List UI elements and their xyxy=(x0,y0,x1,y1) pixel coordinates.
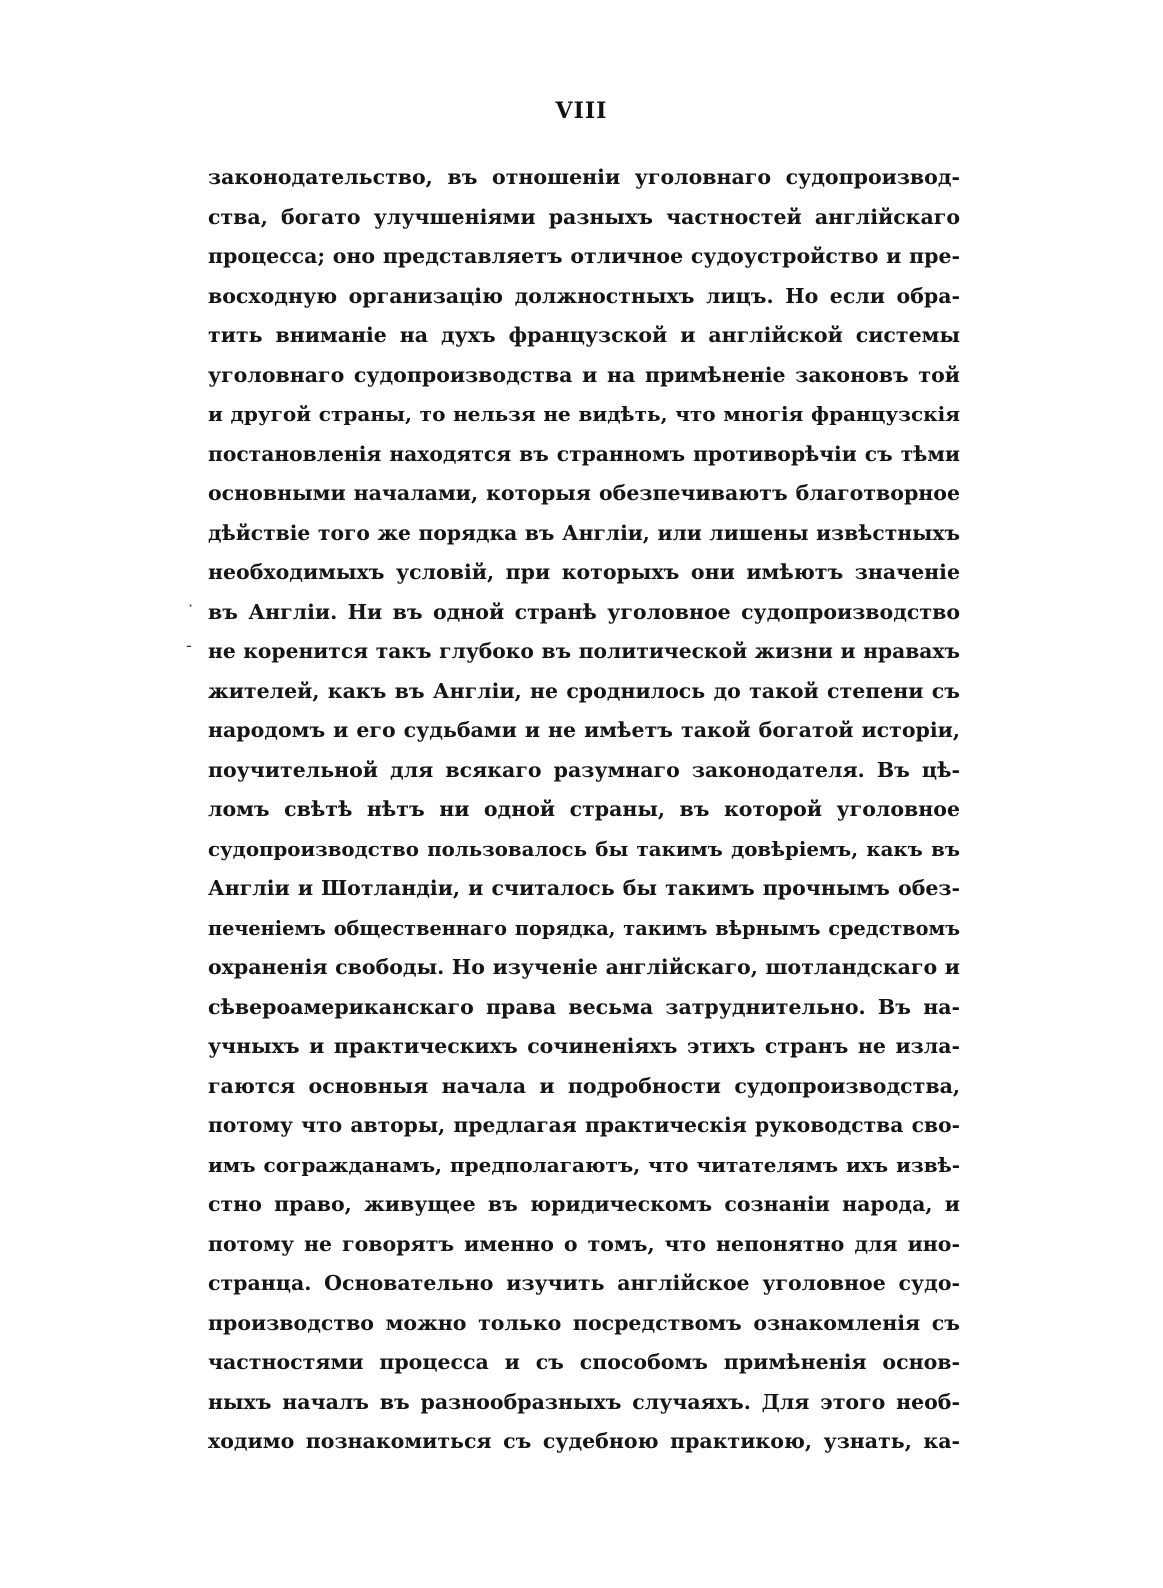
text-line: восходную организацiю должностныхъ лицъ. Но если обра- xyxy=(208,283,960,308)
text-line: стно право, живущее въ юридическомъ сознанiи народа, и xyxy=(208,1192,960,1216)
text-line: потому что авторы, предлагая практическiя руководства сво- xyxy=(208,1113,960,1137)
text-line: печенiемъ общественнаго порядка, такимъ вѣрнымъ средствомъ xyxy=(208,916,960,940)
text-line: поучительной для всякаго разумнаго законодателя. Въ цѣ- xyxy=(208,757,960,782)
text-line: не коренится такъ глубоко въ политической жизни и нравахъ xyxy=(208,639,960,663)
margin-mark-dash: - xyxy=(186,636,192,655)
text-line: ходимо познакомиться съ судебною практикою, узнать, ка- xyxy=(208,1429,960,1453)
text-line: охраненiя свободы. Но изученiе англiйскаго, шотландскаго и xyxy=(208,955,960,979)
text-line: производство можно только посредствомъ ознакомленiя съ xyxy=(208,1310,960,1335)
text-line: въ Англiи. Ни въ одной странѣ уголовное судопроизводство xyxy=(208,599,960,624)
text-line: дѣйствiе того же порядка въ Англiи, или лишены извѣстныхъ xyxy=(208,520,960,545)
body-text xyxy=(208,158,960,1462)
text-line: имъ согражданамъ, предполагаютъ, что читателямъ ихъ извѣ- xyxy=(208,1152,960,1177)
text-line: ныхъ началъ въ разнообразныхъ случаяхъ. Для этого необ- xyxy=(208,1389,960,1414)
page-number: VIII xyxy=(555,98,608,124)
text-line: странца. Основательно изучить англiйское уголовное судо- xyxy=(208,1271,960,1295)
text-line: необходимыхъ условiй, при которыхъ они имѣютъ значенiе xyxy=(208,560,960,584)
text-line: уголовнаго судопроизводства и на примѣненiе законовъ той xyxy=(208,362,960,387)
text-line: основными началами, которыя обезпечиваютъ благотворное xyxy=(208,481,960,505)
text-line: законодательство, въ отношенiи уголовнаго судопроизвод- xyxy=(208,165,960,189)
text-line: гаются основныя начала и подробности судопроизводства, xyxy=(208,1073,960,1098)
text-line: потому не говорятъ именно о томъ, что непонятно для ино- xyxy=(208,1231,960,1256)
text-line: ломъ свѣтѣ нѣтъ ни одной страны, въ которой уголовное xyxy=(208,797,960,821)
text-line: постановленiя находятся въ странномъ противорѣчiи съ тѣми xyxy=(208,441,960,466)
margin-mark-dot: · xyxy=(188,596,194,615)
text-line: частностями процесса и съ способомъ примѣненiя основ- xyxy=(208,1350,960,1374)
text-line: тить вниманiе на духъ французской и англiйской системы xyxy=(208,323,960,347)
text-line: жителей, какъ въ Англiи, не сроднилось до такой степени съ xyxy=(208,678,960,703)
text-line: ства, богато улучшенiями разныхъ частностей англiйскаго xyxy=(208,204,960,229)
text-line: процесса; оно представляетъ отличное судоустройство и пре- xyxy=(208,244,960,268)
text-line: и другой страны, то нельзя не видѣть, что многiя французскiя xyxy=(208,402,960,426)
text-line: сѣвероамериканскаго права весьма затруднительно. Въ на- xyxy=(208,994,960,1019)
text-line: Англiи и Шотландiи, и считалось бы такимъ прочнымъ обез- xyxy=(208,876,960,900)
text-line: учныхъ и практическихъ сочиненiяхъ этихъ странъ не изла- xyxy=(208,1034,960,1058)
text-line: народомъ и его судьбами и не имѣетъ такой богатой исторiи, xyxy=(208,718,960,742)
text-line: судопроизводство пользовалось бы такимъ довѣрiемъ, какъ въ xyxy=(208,836,960,861)
